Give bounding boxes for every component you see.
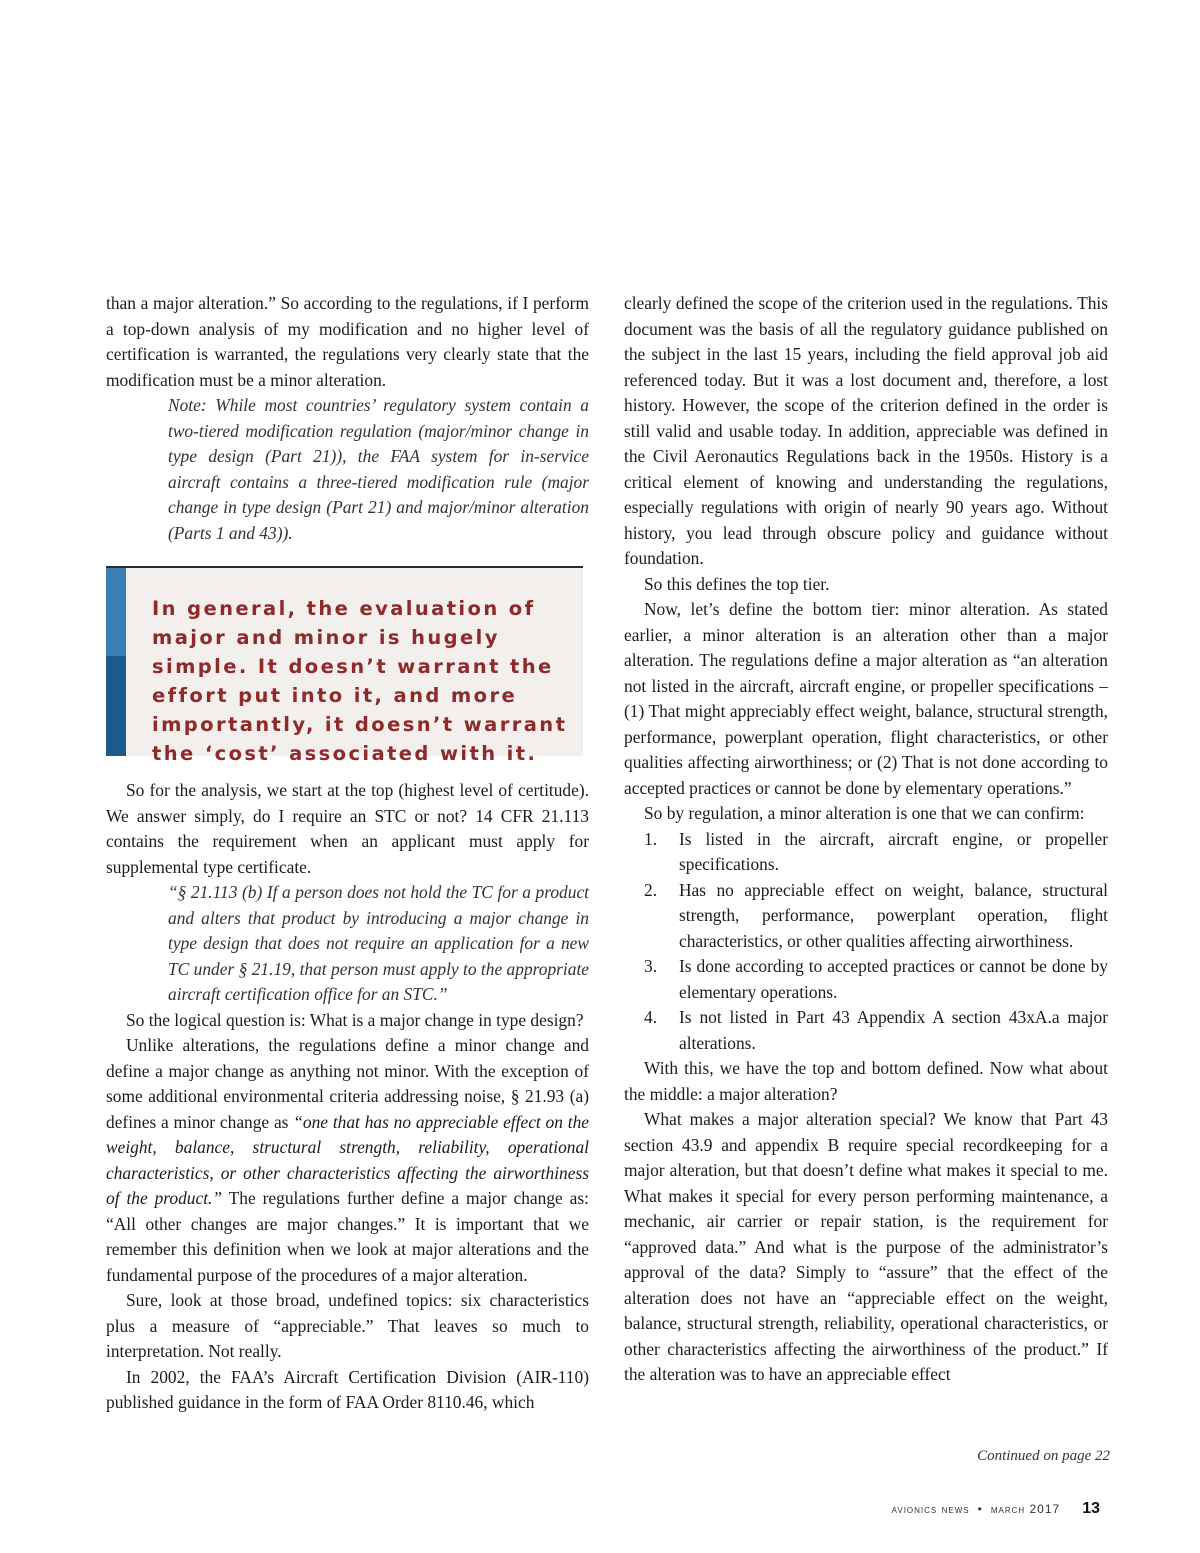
page-number: 13 — [1082, 1500, 1100, 1517]
list-text: Is listed in the aircraft, aircraft engine, or propeller specifications. — [679, 828, 1108, 874]
list-item — [624, 827, 1108, 878]
page-footer — [700, 1500, 1100, 1518]
paragraph: Now, let’s define the bottom tier: minor alteration. As stated earlier, a minor alteration is an alteration other than a major alteration. The regulations define a major alteration as “an alteration not listed in the aircraft, aircraft engine, or propeller specifications – (1) That might appreciably effect weight, balance, structural strength, performance, powerplant operation, flight characteristics, or other qualities affecting airworthiness; or (2) That is not done according to accepted practices or cannot be done by elementary operations.” — [624, 599, 1108, 798]
paragraph: In 2002, the FAA’s Aircraft Certification Division (AIR-110) published guidance in the form of FAA Order 8110.46, which — [106, 1366, 589, 1412]
paragraph: than a major alteration.” So according to the regulations, if I perform a top-down analysis of my modification and no higher level of certification is warranted, the regulations very clearly state that the modification must be a minor alteration. — [106, 293, 589, 390]
right-column — [624, 291, 1108, 1388]
paragraph-text: Unlike alterations, the regulations define a minor change and define a major change as anything not minor. With the exception of some additional environmental criteria addressing noise, § 21.93 (a) defines a minor change as — [106, 1035, 589, 1132]
list-number: 3. — [644, 956, 658, 976]
list-item — [624, 878, 1108, 955]
paragraph: So the logical question is: What is a major change in type design? — [126, 1009, 584, 1030]
pull-quote-text: In general, the evaluation of major and minor is hugely simple. It doesn’t warrant the effort put into it, and more importantly, it doesn’t warrant the ‘cost’ associated with it. — [152, 597, 568, 765]
list-number: 1. — [644, 828, 658, 849]
continued-note: Continued on page 22 — [977, 1448, 1110, 1464]
publication-name: avionics news — [891, 1502, 970, 1516]
separator-bullet: • — [977, 1502, 983, 1516]
list-item — [624, 1005, 1108, 1056]
definition-quote: “one that has no appreciable effect on the weight, balance, structural strength, reliability, operational characteristics, or other characteristics affecting the airworthiness of the product.” — [106, 1111, 589, 1208]
pull-quote — [106, 566, 583, 765]
paragraph — [106, 1033, 589, 1288]
criteria-list — [624, 827, 1108, 1057]
note-block: Note: While most countries’ regulatory system contain a two-tiered modification regulation (major/minor change in type design (Part 21)), the FAA system for in-service aircraft contains a three-tiered modification rule (major change in type design (Part 21) and major/minor alteration (Parts 1 and 43)). — [168, 395, 589, 543]
paragraph: clearly defined the scope of the criterion used in the regulations. This document was the basis of all the regulatory guidance published on the subject in the last 15 years, including the field approval job aid referenced today. But it was a lost document and, therefore, a lost history. However, the scope of the criterion defined in the order is still valid and usable today. In addition, appreciable was defined in the Civil Aeronautics Regulations back in the 1950s. History is a critical element of knowing and understanding the regulations, especially regulations with origin of nearly 90 years ago. Without history, you lead through obscure policy and guidance without foundation. — [624, 293, 1108, 568]
issue-year: 2017 — [1029, 1502, 1061, 1516]
list-number: 2. — [644, 879, 658, 900]
paragraph: With this, we have the top and bottom defined. Now what about the middle: a major alteration? — [624, 1058, 1108, 1104]
paragraph-text: The regulations further define a major change as: “All other changes are major changes.” It is important that we remember this definition when we look at major alterations and the fundamental purpose of the procedures of a major alteration. — [106, 1188, 589, 1285]
paragraph: So for the analysis, we start at the top (highest level of certitude). We answer simply, do I require an STC or not? 14 CFR 21.113 contains the requirement when an applicant must apply for supplemental type certificate. — [106, 780, 589, 877]
list-text: Is not listed in Part 43 Appendix A section 43xA.a major alterations. — [679, 1007, 1108, 1053]
regulation-quote: “§ 21.113 (b) If a person does not hold the TC for a product and alters that product by introducing a major change in type design that does not require an application for a new TC under § 21.19, that person must apply to the appropriate aircraft certification office for an STC.” — [168, 882, 589, 1004]
paragraph: So by regulation, a minor alteration is one that we can confirm: — [644, 803, 1085, 823]
paragraph: Sure, look at those broad, undefined topics: six characteristics plus a measure of “appreciable.” That leaves so much to interpretation. Not really. — [106, 1290, 589, 1361]
paragraph: So this defines the top tier. — [644, 573, 830, 594]
pull-quote-accent-bar — [106, 568, 126, 756]
list-number: 4. — [644, 1007, 658, 1027]
list-text: Is done according to accepted practices or cannot be done by elementary operations. — [679, 956, 1108, 1002]
issue-month: march — [990, 1502, 1026, 1516]
list-item — [624, 954, 1108, 1005]
paragraph: What makes a major alteration special? We know that Part 43 section 43.9 and appendix B require special recordkeeping for a major alteration, but that doesn’t define what makes it special to me. What makes it special for every person performing maintenance, a mechanic, air carrier or repair station, is the requirement for “approved data.” And what is the purpose of the administrator’s approval of the data? Simply to “assure” that the effect of the alteration does not have an “appreciable effect on the weight, balance, structural strength, reliability, operational characteristics, or other characteristics affecting the airworthiness of the product.” If the alteration was to have an appreciable effect — [624, 1109, 1108, 1384]
left-column — [106, 291, 589, 1416]
list-text: Has no appreciable effect on weight, balance, structural strength, performance, powerplant operation, flight characteristics, or other qualities affecting airworthiness. — [679, 879, 1108, 951]
